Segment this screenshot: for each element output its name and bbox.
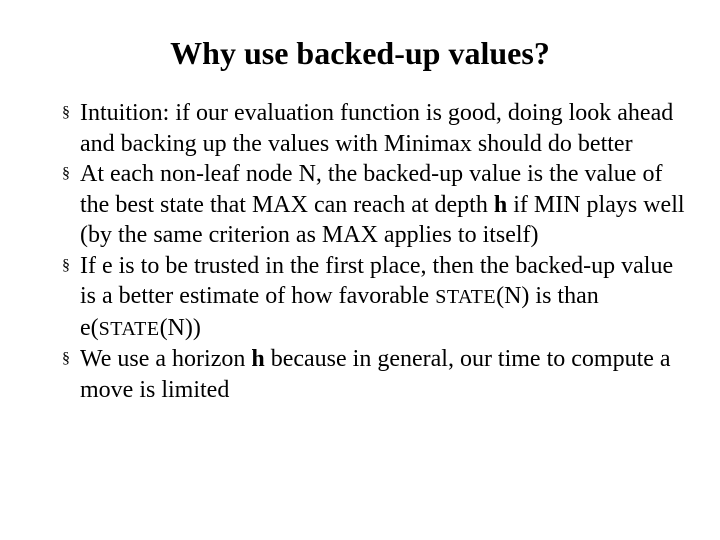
state-function-name: STATE	[435, 286, 497, 308]
bullet-text-part: At each non-leaf node N, the backed-up value is the value of the best state that MAX can reach at depth	[80, 161, 663, 218]
bullet-text-part: (N) is than e(	[80, 283, 599, 341]
bullet-item-horizon	[60, 344, 690, 405]
bullet-marker-icon: §	[62, 350, 70, 367]
bullet-text-part: We use a horizon	[80, 346, 252, 372]
bullet-item-trusted-e	[60, 251, 690, 345]
bullet-marker-icon: §	[62, 165, 70, 182]
bullet-text-part: if MIN plays well (by the same criterion as MAX applies to itself)	[80, 191, 685, 248]
bullet-item-intuition	[60, 98, 690, 159]
bullet-text-part: because in general, our time to compute a move is limited	[80, 346, 671, 403]
slide-title: Why use backed-up values?	[170, 35, 550, 71]
horizon-symbol: h	[251, 346, 265, 372]
bullet-item-non-leaf-node	[60, 159, 690, 251]
bullet-text-part: (N))	[159, 314, 201, 341]
bullet-marker-icon: §	[62, 104, 70, 121]
bullet-list	[60, 98, 690, 405]
bullet-marker-icon: §	[62, 256, 70, 274]
bullet-text: Intuition: if our evaluation function is good, doing look ahead and backing up the values with Minimax should do better	[80, 100, 674, 157]
horizon-symbol: h	[493, 191, 508, 218]
bullet-text-part: If e is to be trusted in the first place, then the backed-up value is a better estimate of how favorable	[80, 252, 674, 309]
state-function-name: STATE	[98, 317, 160, 340]
